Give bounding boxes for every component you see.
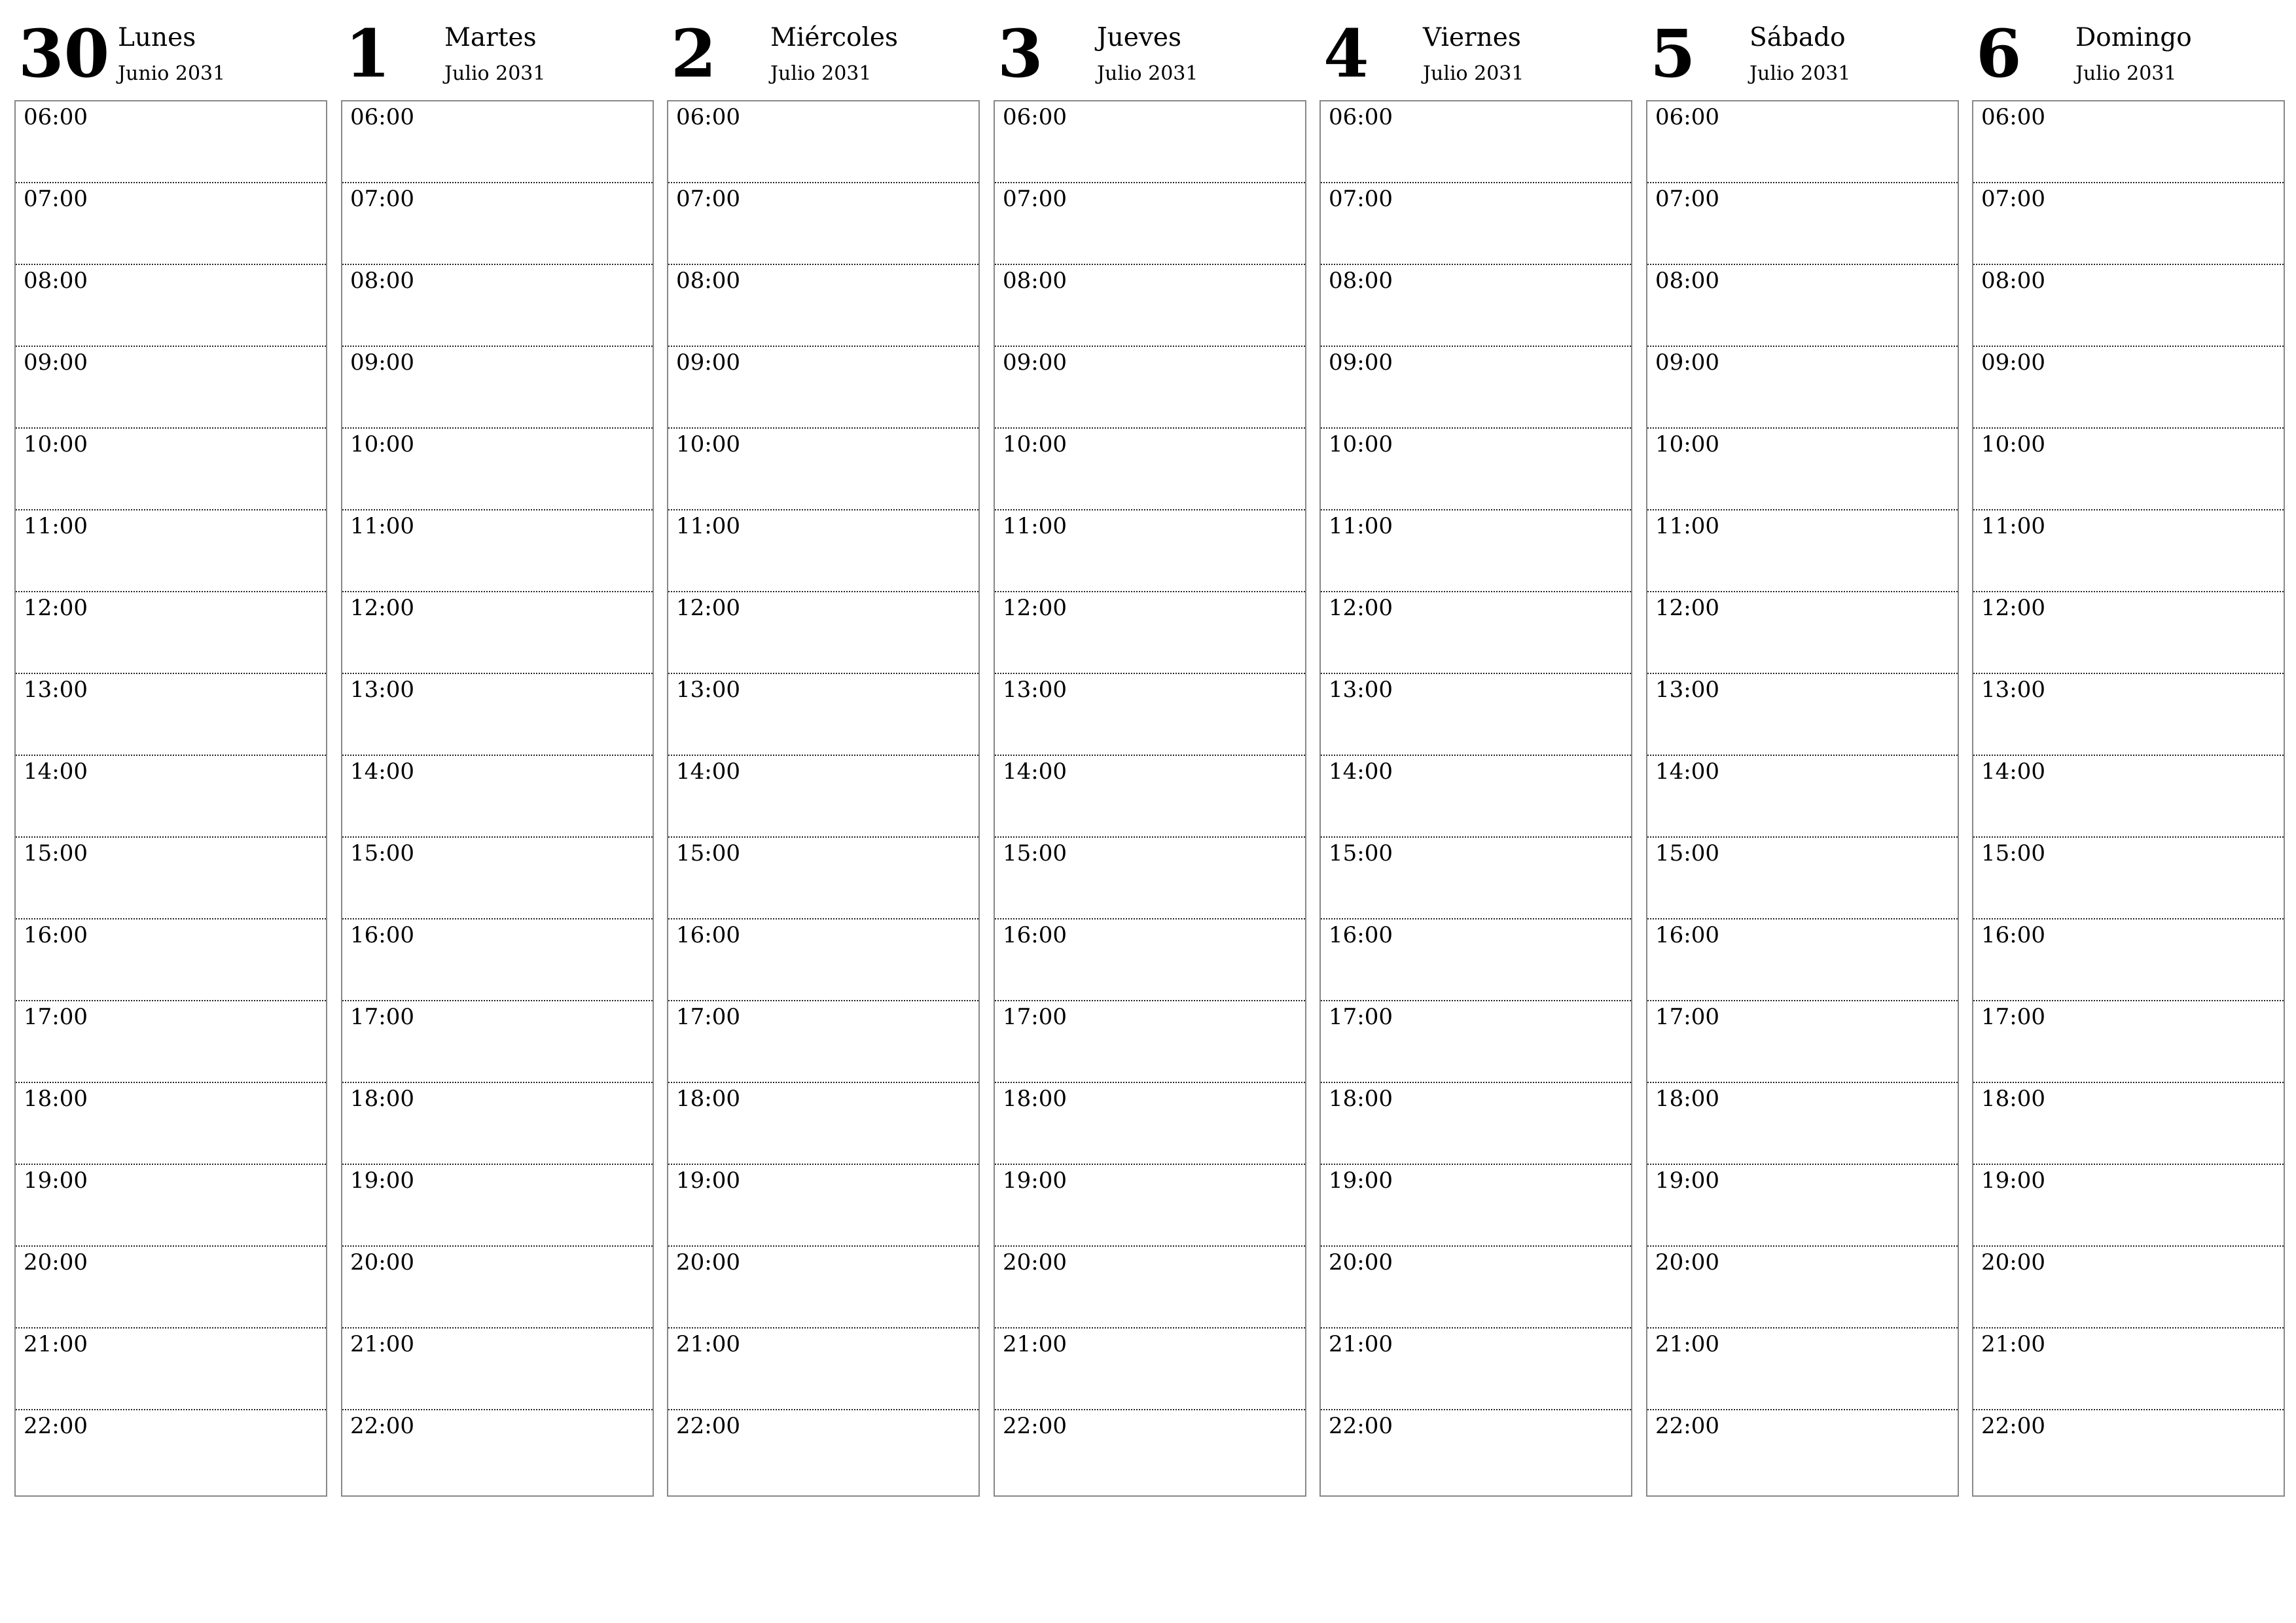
time-slot[interactable] — [342, 592, 653, 674]
day-schedule-box — [14, 100, 327, 1497]
time-slot-label: 09:00 — [350, 349, 414, 376]
day-name: Jueves — [1097, 23, 1181, 52]
time-slot-label: 08:00 — [24, 268, 88, 294]
time-slot-label: 17:00 — [1981, 1004, 2045, 1030]
time-slot-label: 12:00 — [1003, 595, 1067, 621]
time-slot-label: 22:00 — [1329, 1413, 1393, 1439]
time-slot[interactable] — [1647, 265, 1958, 347]
time-slot[interactable] — [1321, 510, 1631, 592]
time-slot[interactable] — [1973, 265, 2284, 347]
time-slot[interactable] — [16, 592, 326, 674]
day-header — [994, 0, 1306, 98]
day-header — [667, 0, 980, 98]
time-slot-label: 19:00 — [1981, 1168, 2045, 1194]
time-slot-label: 13:00 — [1329, 677, 1393, 703]
day-month: Julio 2031 — [1423, 62, 1524, 85]
time-slot[interactable] — [1321, 1329, 1631, 1410]
time-slot-label: 20:00 — [1981, 1249, 2045, 1275]
time-slot-label: 17:00 — [350, 1004, 414, 1030]
time-slot-label: 08:00 — [350, 268, 414, 294]
time-slot-label: 14:00 — [24, 758, 88, 785]
time-slot[interactable] — [995, 1329, 1305, 1410]
time-slot-label: 19:00 — [1655, 1168, 1719, 1194]
time-slot[interactable] — [1321, 101, 1631, 183]
time-slot[interactable] — [1973, 183, 2284, 265]
time-slot[interactable] — [1973, 1001, 2284, 1083]
time-slot[interactable] — [1321, 674, 1631, 756]
time-slot[interactable] — [668, 1001, 978, 1083]
day-column — [341, 0, 654, 1499]
time-slot-label: 16:00 — [1329, 922, 1393, 948]
time-slot[interactable] — [995, 1247, 1305, 1329]
time-slot-label: 14:00 — [1003, 758, 1067, 785]
time-slot[interactable] — [1647, 592, 1958, 674]
day-header — [1319, 0, 1632, 98]
time-slot-label: 13:00 — [1981, 677, 2045, 703]
time-slot[interactable] — [1973, 510, 2284, 592]
time-slot-label: 07:00 — [1329, 186, 1393, 212]
time-slot[interactable] — [1973, 1247, 2284, 1329]
time-slot-label: 10:00 — [24, 431, 88, 457]
day-header — [341, 0, 654, 98]
time-slot[interactable] — [342, 347, 653, 429]
time-slot-label: 20:00 — [1655, 1249, 1719, 1275]
time-slot-label: 22:00 — [350, 1413, 414, 1439]
time-slot-label: 11:00 — [1981, 513, 2045, 539]
time-slot[interactable] — [668, 1247, 978, 1329]
time-slot-label: 15:00 — [1981, 840, 2045, 866]
day-schedule-box — [1972, 100, 2285, 1497]
time-slot[interactable] — [342, 429, 653, 510]
time-slot[interactable] — [995, 510, 1305, 592]
time-slot[interactable] — [342, 919, 653, 1001]
time-slot[interactable] — [668, 674, 978, 756]
time-slot[interactable] — [1321, 756, 1631, 838]
time-slot[interactable] — [995, 183, 1305, 265]
time-slot[interactable] — [668, 1165, 978, 1247]
time-slot-label: 22:00 — [1981, 1413, 2045, 1439]
time-slot[interactable] — [1321, 1247, 1631, 1329]
time-slot[interactable] — [342, 1165, 653, 1247]
time-slot-label: 14:00 — [1329, 758, 1393, 785]
time-slot[interactable] — [1321, 838, 1631, 919]
time-slot-label: 06:00 — [676, 104, 740, 130]
time-slot-label: 14:00 — [1655, 758, 1719, 785]
time-slot-label: 16:00 — [676, 922, 740, 948]
time-slot-label: 06:00 — [1003, 104, 1067, 130]
time-slot-label: 08:00 — [1981, 268, 2045, 294]
time-slot-label: 09:00 — [1655, 349, 1719, 376]
time-slot[interactable] — [668, 265, 978, 347]
time-slot-label: 15:00 — [24, 840, 88, 866]
time-slot[interactable] — [1321, 919, 1631, 1001]
time-slot-label: 07:00 — [350, 186, 414, 212]
day-number: 3 — [997, 15, 1043, 92]
time-slot[interactable] — [16, 1001, 326, 1083]
time-slot-label: 18:00 — [1003, 1086, 1067, 1112]
time-slot[interactable] — [995, 1001, 1305, 1083]
time-slot-label: 15:00 — [1655, 840, 1719, 866]
time-slot[interactable] — [1973, 592, 2284, 674]
time-slot-label: 20:00 — [24, 1249, 88, 1275]
time-slot-label: 21:00 — [1329, 1331, 1393, 1357]
time-slot-label: 06:00 — [350, 104, 414, 130]
time-slot-label: 14:00 — [350, 758, 414, 785]
time-slot[interactable] — [668, 347, 978, 429]
time-slot-label: 17:00 — [676, 1004, 740, 1030]
time-slot-label: 13:00 — [676, 677, 740, 703]
time-slot-label: 09:00 — [676, 349, 740, 376]
day-name: Martes — [444, 23, 537, 52]
time-slot[interactable] — [668, 1410, 978, 1492]
time-slot[interactable] — [1647, 674, 1958, 756]
time-slot-label: 21:00 — [350, 1331, 414, 1357]
time-slot-label: 14:00 — [676, 758, 740, 785]
time-slot-label: 11:00 — [1003, 513, 1067, 539]
day-number: 2 — [671, 15, 717, 92]
time-slot[interactable] — [995, 1083, 1305, 1165]
time-slot[interactable] — [1973, 1083, 2284, 1165]
time-slot-label: 11:00 — [350, 513, 414, 539]
time-slot-label: 18:00 — [24, 1086, 88, 1112]
time-slot-label: 12:00 — [350, 595, 414, 621]
time-slot-label: 20:00 — [676, 1249, 740, 1275]
time-slot-label: 18:00 — [676, 1086, 740, 1112]
time-slot-label: 12:00 — [1329, 595, 1393, 621]
time-slot[interactable] — [16, 429, 326, 510]
time-slot[interactable] — [995, 838, 1305, 919]
time-slot[interactable] — [342, 101, 653, 183]
day-column — [14, 0, 327, 1499]
time-slot[interactable] — [995, 1410, 1305, 1492]
time-slot-label: 20:00 — [1003, 1249, 1067, 1275]
time-slot-label: 18:00 — [1329, 1086, 1393, 1112]
time-slot[interactable] — [16, 674, 326, 756]
time-slot[interactable] — [1321, 1001, 1631, 1083]
day-column — [1972, 0, 2285, 1499]
time-slot-label: 14:00 — [1981, 758, 2045, 785]
time-slot-label: 06:00 — [1655, 104, 1719, 130]
time-slot[interactable] — [1647, 838, 1958, 919]
time-slot-label: 10:00 — [1981, 431, 2045, 457]
time-slot[interactable] — [1973, 101, 2284, 183]
time-slot[interactable] — [16, 1329, 326, 1410]
time-slot[interactable] — [342, 510, 653, 592]
time-slot[interactable] — [1973, 674, 2284, 756]
time-slot-label: 22:00 — [676, 1413, 740, 1439]
time-slot-label: 06:00 — [1329, 104, 1393, 130]
time-slot[interactable] — [1321, 183, 1631, 265]
time-slot[interactable] — [16, 265, 326, 347]
time-slot[interactable] — [342, 838, 653, 919]
time-slot-label: 12:00 — [1981, 595, 2045, 621]
time-slot[interactable] — [1973, 756, 2284, 838]
time-slot-label: 09:00 — [1981, 349, 2045, 376]
time-slot-label: 17:00 — [1655, 1004, 1719, 1030]
day-schedule-box — [1319, 100, 1632, 1497]
day-name: Lunes — [118, 23, 196, 52]
time-slot[interactable] — [995, 756, 1305, 838]
time-slot[interactable] — [1647, 1410, 1958, 1492]
time-slot-label: 13:00 — [1003, 677, 1067, 703]
time-slot-label: 19:00 — [350, 1168, 414, 1194]
time-slot-label: 09:00 — [1329, 349, 1393, 376]
time-slot[interactable] — [342, 1329, 653, 1410]
time-slot[interactable] — [16, 347, 326, 429]
time-slot-label: 07:00 — [1655, 186, 1719, 212]
time-slot-label: 18:00 — [350, 1086, 414, 1112]
time-slot[interactable] — [995, 1165, 1305, 1247]
time-slot[interactable] — [1973, 838, 2284, 919]
time-slot[interactable] — [668, 838, 978, 919]
time-slot-label: 16:00 — [1981, 922, 2045, 948]
time-slot-label: 10:00 — [676, 431, 740, 457]
time-slot-label: 10:00 — [350, 431, 414, 457]
day-header — [1646, 0, 1959, 98]
day-number: 6 — [1976, 15, 2022, 92]
time-slot-label: 10:00 — [1655, 431, 1719, 457]
time-slot[interactable] — [1647, 1165, 1958, 1247]
time-slot-label: 19:00 — [1003, 1168, 1067, 1194]
time-slot[interactable] — [995, 592, 1305, 674]
time-slot-label: 15:00 — [676, 840, 740, 866]
time-slot-label: 13:00 — [24, 677, 88, 703]
time-slot-label: 21:00 — [676, 1331, 740, 1357]
day-month: Julio 2031 — [444, 62, 546, 85]
time-slot[interactable] — [1973, 1329, 2284, 1410]
time-slot[interactable] — [16, 1247, 326, 1329]
time-slot[interactable] — [342, 1410, 653, 1492]
time-slot[interactable] — [16, 183, 326, 265]
time-slot[interactable] — [1973, 347, 2284, 429]
time-slot-label: 16:00 — [1003, 922, 1067, 948]
time-slot[interactable] — [1647, 1083, 1958, 1165]
time-slot-label: 22:00 — [1003, 1413, 1067, 1439]
time-slot-label: 19:00 — [24, 1168, 88, 1194]
time-slot[interactable] — [16, 101, 326, 183]
day-number: 5 — [1650, 15, 1696, 92]
time-slot[interactable] — [995, 919, 1305, 1001]
time-slot-label: 17:00 — [1003, 1004, 1067, 1030]
time-slot-label: 11:00 — [676, 513, 740, 539]
time-slot[interactable] — [1647, 1001, 1958, 1083]
time-slot-label: 16:00 — [24, 922, 88, 948]
time-slot-label: 06:00 — [1981, 104, 2045, 130]
time-slot[interactable] — [1647, 1247, 1958, 1329]
time-slot[interactable] — [1647, 919, 1958, 1001]
day-month: Junio 2031 — [118, 62, 226, 85]
time-slot[interactable] — [1647, 510, 1958, 592]
time-slot-label: 19:00 — [676, 1168, 740, 1194]
day-header — [1972, 0, 2285, 98]
day-column — [1319, 0, 1632, 1499]
time-slot-label: 08:00 — [1655, 268, 1719, 294]
time-slot[interactable] — [16, 919, 326, 1001]
time-slot-label: 15:00 — [1329, 840, 1393, 866]
time-slot[interactable] — [1321, 1410, 1631, 1492]
time-slot-label: 11:00 — [1655, 513, 1719, 539]
time-slot[interactable] — [16, 1083, 326, 1165]
day-schedule-box — [341, 100, 654, 1497]
time-slot[interactable] — [1973, 919, 2284, 1001]
time-slot-label: 07:00 — [24, 186, 88, 212]
time-slot[interactable] — [342, 1247, 653, 1329]
day-name: Miércoles — [770, 23, 899, 52]
time-slot[interactable] — [342, 674, 653, 756]
time-slot[interactable] — [1647, 429, 1958, 510]
day-schedule-box — [667, 100, 980, 1497]
time-slot-label: 09:00 — [1003, 349, 1067, 376]
time-slot[interactable] — [995, 265, 1305, 347]
time-slot-label: 18:00 — [1655, 1086, 1719, 1112]
day-column — [994, 0, 1306, 1499]
day-column — [1646, 0, 1959, 1499]
time-slot-label: 11:00 — [1329, 513, 1393, 539]
day-name: Sábado — [1749, 23, 1846, 52]
time-slot-label: 06:00 — [24, 104, 88, 130]
time-slot[interactable] — [668, 183, 978, 265]
time-slot-label: 07:00 — [1981, 186, 2045, 212]
time-slot[interactable] — [1321, 265, 1631, 347]
time-slot-label: 07:00 — [676, 186, 740, 212]
time-slot-label: 13:00 — [1655, 677, 1719, 703]
day-name: Domingo — [2075, 23, 2192, 52]
day-month: Julio 2031 — [2075, 62, 2177, 85]
time-slot[interactable] — [1647, 756, 1958, 838]
time-slot-label: 18:00 — [1981, 1086, 2045, 1112]
time-slot[interactable] — [668, 101, 978, 183]
time-slot-label: 21:00 — [1003, 1331, 1067, 1357]
time-slot[interactable] — [995, 101, 1305, 183]
time-slot-label: 20:00 — [350, 1249, 414, 1275]
day-schedule-box — [1646, 100, 1959, 1497]
time-slot[interactable] — [1321, 429, 1631, 510]
time-slot[interactable] — [1973, 1410, 2284, 1492]
time-slot-label: 22:00 — [1655, 1413, 1719, 1439]
time-slot[interactable] — [1647, 101, 1958, 183]
time-slot[interactable] — [16, 838, 326, 919]
time-slot[interactable] — [1321, 347, 1631, 429]
time-slot[interactable] — [668, 919, 978, 1001]
day-number: 30 — [18, 15, 110, 92]
time-slot[interactable] — [342, 1083, 653, 1165]
time-slot-label: 19:00 — [1329, 1168, 1393, 1194]
time-slot[interactable] — [668, 592, 978, 674]
time-slot-label: 12:00 — [1655, 595, 1719, 621]
day-name: Viernes — [1423, 23, 1521, 52]
time-slot[interactable] — [16, 1165, 326, 1247]
time-slot[interactable] — [668, 1329, 978, 1410]
time-slot-label: 21:00 — [1655, 1331, 1719, 1357]
time-slot[interactable] — [1973, 429, 2284, 510]
time-slot[interactable] — [16, 1410, 326, 1492]
time-slot-label: 17:00 — [24, 1004, 88, 1030]
time-slot-label: 09:00 — [24, 349, 88, 376]
weekly-planner — [14, 0, 2291, 1499]
time-slot-label: 22:00 — [24, 1413, 88, 1439]
time-slot-label: 08:00 — [1329, 268, 1393, 294]
time-slot[interactable] — [16, 510, 326, 592]
time-slot[interactable] — [1647, 183, 1958, 265]
day-month: Julio 2031 — [1097, 62, 1198, 85]
time-slot-label: 10:00 — [1329, 431, 1393, 457]
time-slot[interactable] — [1321, 1083, 1631, 1165]
day-header — [14, 0, 327, 98]
time-slot[interactable] — [668, 756, 978, 838]
time-slot[interactable] — [342, 1001, 653, 1083]
time-slot[interactable] — [668, 510, 978, 592]
day-number: 1 — [345, 15, 391, 92]
time-slot-label: 21:00 — [1981, 1331, 2045, 1357]
day-month: Julio 2031 — [770, 62, 872, 85]
day-month: Julio 2031 — [1749, 62, 1851, 85]
time-slot-label: 11:00 — [24, 513, 88, 539]
time-slot[interactable] — [342, 265, 653, 347]
time-slot[interactable] — [1321, 1165, 1631, 1247]
time-slot[interactable] — [1973, 1165, 2284, 1247]
time-slot-label: 07:00 — [1003, 186, 1067, 212]
day-schedule-box — [994, 100, 1306, 1497]
time-slot-label: 16:00 — [1655, 922, 1719, 948]
time-slot-label: 16:00 — [350, 922, 414, 948]
time-slot-label: 12:00 — [24, 595, 88, 621]
time-slot-label: 10:00 — [1003, 431, 1067, 457]
time-slot[interactable] — [1321, 592, 1631, 674]
time-slot[interactable] — [668, 429, 978, 510]
time-slot-label: 15:00 — [1003, 840, 1067, 866]
time-slot-label: 12:00 — [676, 595, 740, 621]
time-slot[interactable] — [16, 756, 326, 838]
day-column — [667, 0, 980, 1499]
day-number: 4 — [1323, 15, 1369, 92]
time-slot-label: 13:00 — [350, 677, 414, 703]
time-slot-label: 08:00 — [676, 268, 740, 294]
time-slot[interactable] — [342, 183, 653, 265]
time-slot-label: 21:00 — [24, 1331, 88, 1357]
time-slot-label: 20:00 — [1329, 1249, 1393, 1275]
time-slot-label: 15:00 — [350, 840, 414, 866]
time-slot[interactable] — [995, 674, 1305, 756]
time-slot-label: 17:00 — [1329, 1004, 1393, 1030]
time-slot[interactable] — [995, 429, 1305, 510]
time-slot[interactable] — [668, 1083, 978, 1165]
time-slot[interactable] — [1647, 347, 1958, 429]
time-slot[interactable] — [1647, 1329, 1958, 1410]
time-slot[interactable] — [342, 756, 653, 838]
time-slot[interactable] — [995, 347, 1305, 429]
time-slot-label: 08:00 — [1003, 268, 1067, 294]
